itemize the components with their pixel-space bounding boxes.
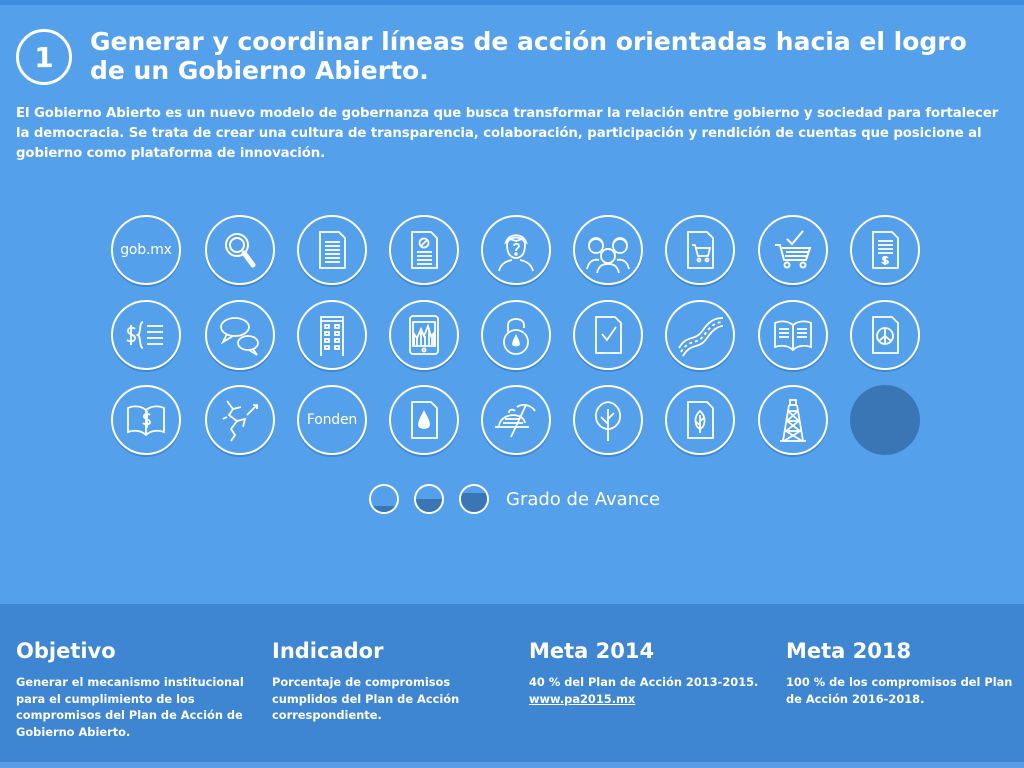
progress-level-mid-icon xyxy=(414,484,444,514)
person-question-icon[interactable] xyxy=(481,215,551,285)
tree-icon[interactable] xyxy=(573,385,643,455)
footer-panel xyxy=(0,604,1024,768)
meta-2014-link[interactable]: www.pa2015.mx xyxy=(529,691,636,706)
progress-level-high-icon xyxy=(459,484,489,514)
document-leaf-icon[interactable] xyxy=(665,385,735,455)
legend-label: Grado de Avance xyxy=(506,488,661,510)
open-book-icon[interactable] xyxy=(758,300,828,370)
magnifier-icon[interactable] xyxy=(205,215,275,285)
indicador-heading: Indicador xyxy=(272,639,384,663)
intro-paragraph: El Gobierno Abierto es un nuevo modelo de gobernanza que busca transformar la relación entre gobierno y sociedad para fortalecer la democracia. Se trata de crear una cultura de transparencia, colaboración, participación y rendición de cuentas que posicione al gobierno como plataforma de innovación. xyxy=(16,106,999,161)
bottom-accent-line xyxy=(0,762,1024,768)
tablet-chart-icon[interactable] xyxy=(389,300,459,370)
document-peace-icon[interactable] xyxy=(850,300,920,370)
chat-bubbles-icon[interactable] xyxy=(205,300,275,370)
document-drop-icon[interactable] xyxy=(389,385,459,455)
gob-mx-label: gob.mx xyxy=(120,242,172,258)
section-number: 1 xyxy=(34,40,54,74)
progress-level-low-icon xyxy=(369,484,399,514)
meta-2014-description: 40 % del Plan de Acción 2013-2015. xyxy=(529,675,759,689)
fonden-label: Fonden xyxy=(306,412,358,428)
budget-list-icon[interactable] xyxy=(111,300,181,370)
meta-2014-heading: Meta 2014 xyxy=(529,639,655,663)
document-forbidden-icon[interactable] xyxy=(389,215,459,285)
gob-mx-icon[interactable] xyxy=(111,215,181,285)
indicador-column xyxy=(272,638,477,724)
top-accent-line xyxy=(0,0,1024,5)
miner-helmet-icon[interactable] xyxy=(481,385,551,455)
document-list-icon[interactable] xyxy=(297,215,367,285)
progress-level-fill xyxy=(461,493,487,513)
meta-2014-column xyxy=(529,638,759,707)
oil-tower-icon[interactable] xyxy=(758,385,828,455)
document-dollar-icon[interactable] xyxy=(850,215,920,285)
book-dollar-icon[interactable] xyxy=(111,385,181,455)
progress-level-fill xyxy=(371,506,397,513)
indicador-text: Porcentaje de compromisos cumplidos del Plan de Acción correspondiente. xyxy=(272,675,460,722)
page-title: Generar y coordinar líneas de acción orientadas hacia el logro de un Gobierno Abierto. xyxy=(90,27,967,85)
progress-legend xyxy=(369,484,660,514)
road-icon[interactable] xyxy=(665,300,735,370)
objetivo-column xyxy=(16,638,246,740)
padlock-drop-icon[interactable] xyxy=(481,300,551,370)
document-check-icon[interactable] xyxy=(573,300,643,370)
people-group-icon[interactable] xyxy=(573,215,643,285)
cart-check-icon[interactable] xyxy=(758,215,828,285)
objetivo-text: Generar el mecanismo institucional para el cumplimiento de los compromisos del Plan de Acción de Gobierno Abierto. xyxy=(16,675,244,739)
meta-2018-heading: Meta 2018 xyxy=(786,639,912,663)
progress-level-fill xyxy=(416,499,442,512)
building-icon[interactable] xyxy=(297,300,367,370)
progress-filled-icon[interactable] xyxy=(850,385,920,455)
section-number-badge xyxy=(16,29,72,85)
meta-2014-text xyxy=(529,674,759,707)
document-cart-icon[interactable] xyxy=(665,215,735,285)
objetivo-heading: Objetivo xyxy=(16,639,116,663)
meta-2018-text: 100 % de los compromisos del Plan de Acción 2016-2018. xyxy=(786,675,1013,706)
fonden-icon[interactable] xyxy=(297,385,367,455)
meta-2018-column xyxy=(786,638,1016,707)
earthquake-crack-icon[interactable] xyxy=(205,385,275,455)
